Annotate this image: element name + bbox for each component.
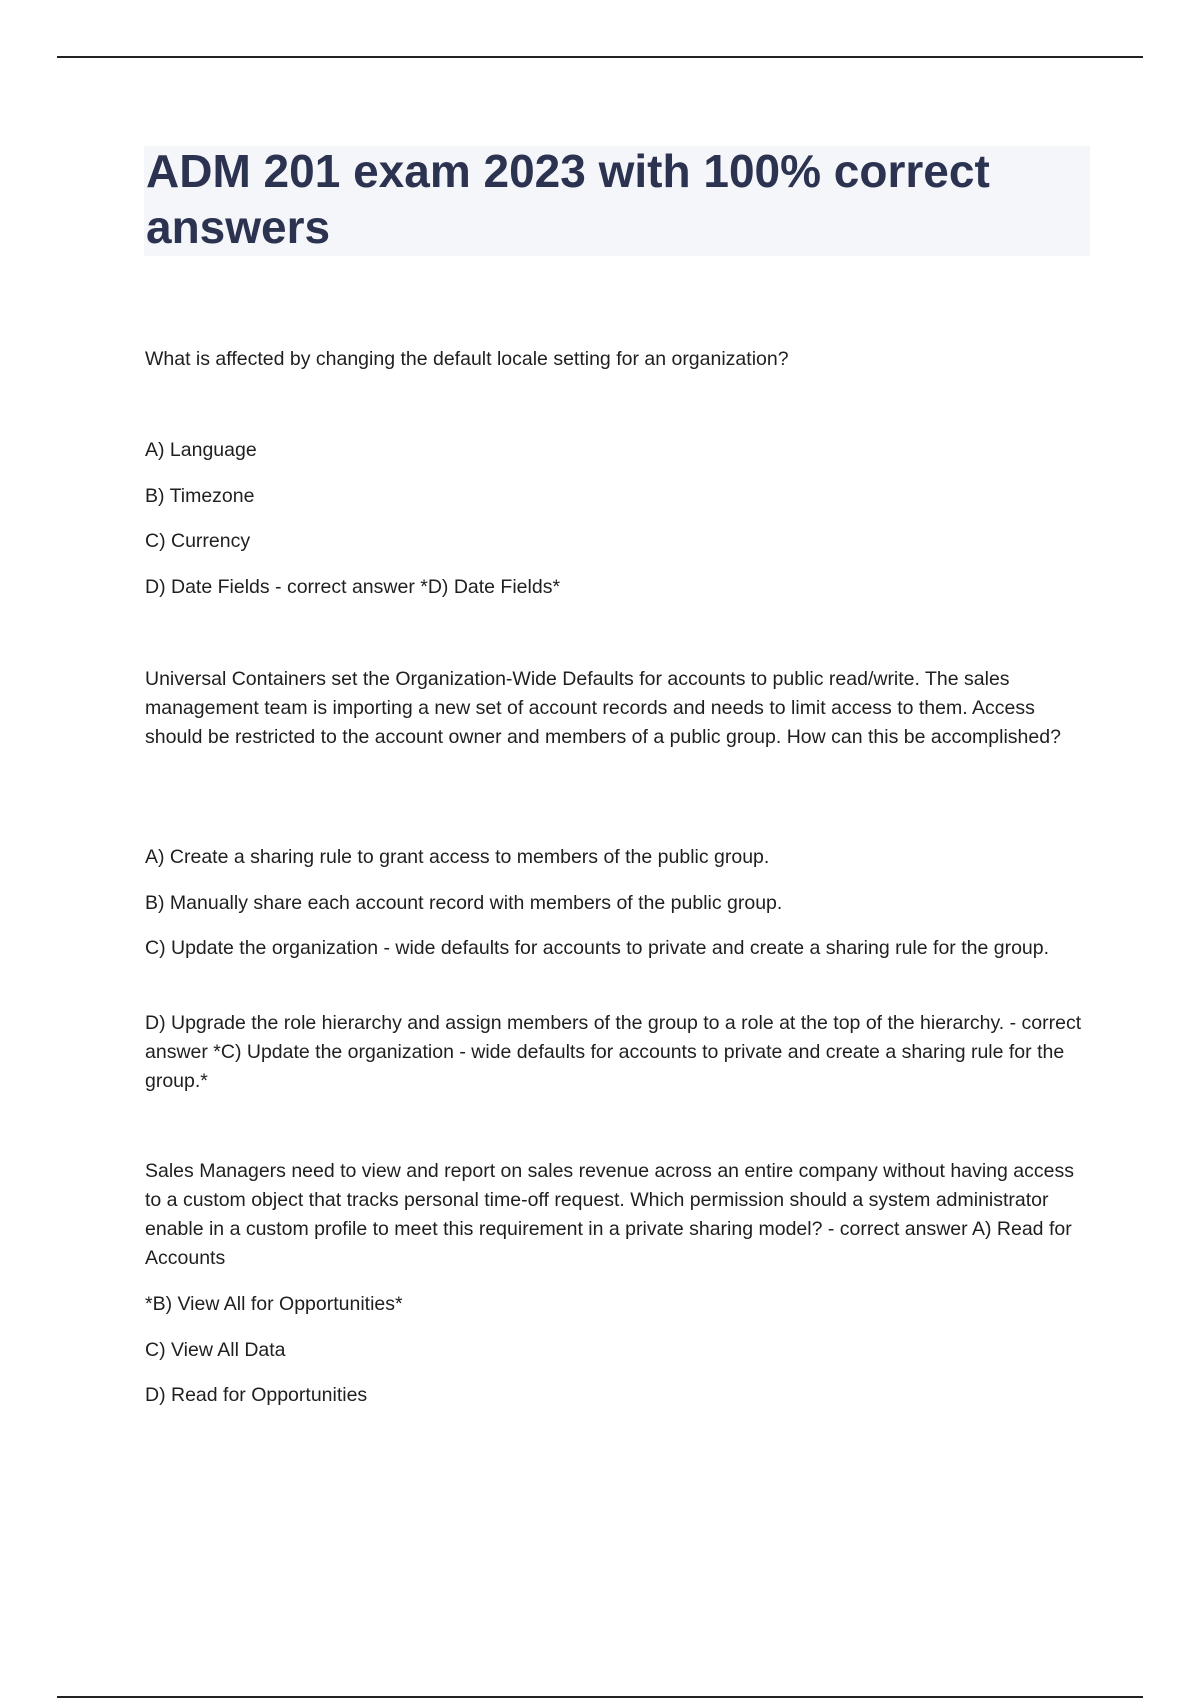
question-1-option-a: A) Language xyxy=(145,439,257,461)
question-1-option-d-answer: D) Date Fields - correct answer *D) Date Fields* xyxy=(145,576,561,598)
header-rule xyxy=(57,56,1143,58)
question-1-option-b: B) Timezone xyxy=(145,485,255,507)
question-3-text-answer: Sales Managers need to view and report on sales revenue across an entire company without having access to a custom object that tracks personal time-off request. Which permission should a system administrator enable in a custom profile to meet this requirement in a private sharing model? - correct answer A) Read for Accounts xyxy=(145,1160,1074,1269)
question-1-text: What is affected by changing the default locale setting for an organization? xyxy=(145,348,789,370)
question-3-option-d: D) Read for Opportunities xyxy=(145,1384,368,1406)
question-2-option-c: C) Update the organization - wide defaults for accounts to private and create a sharing rule for the group. xyxy=(145,937,1050,959)
footer-rule xyxy=(57,1696,1143,1698)
question-2-option-d-answer: D) Upgrade the role hierarchy and assign members of the group to a role at the top of the hierarchy. - correct answer *C) Update the organization - wide defaults for accounts to private and create a sharing rule for the group.* xyxy=(145,1012,1082,1092)
question-1-option-c: C) Currency xyxy=(145,530,251,552)
question-2-text: Universal Containers set the Organization-Wide Defaults for accounts to public read/write. The sales management team is importing a new set of account records and needs to limit access to them. Access should be restricted to the account owner and members of a public group. How can this be accomplished? xyxy=(145,668,1061,748)
question-3-option-b: *B) View All for Opportunities* xyxy=(145,1293,403,1315)
page-title: ADM 201 exam 2023 with 100% correct answers xyxy=(146,145,990,253)
question-3-option-c: C) View All Data xyxy=(145,1339,286,1361)
question-2-option-b: B) Manually share each account record with members of the public group. xyxy=(145,892,783,914)
question-2-option-a: A) Create a sharing rule to grant access to members of the public group. xyxy=(145,846,770,868)
